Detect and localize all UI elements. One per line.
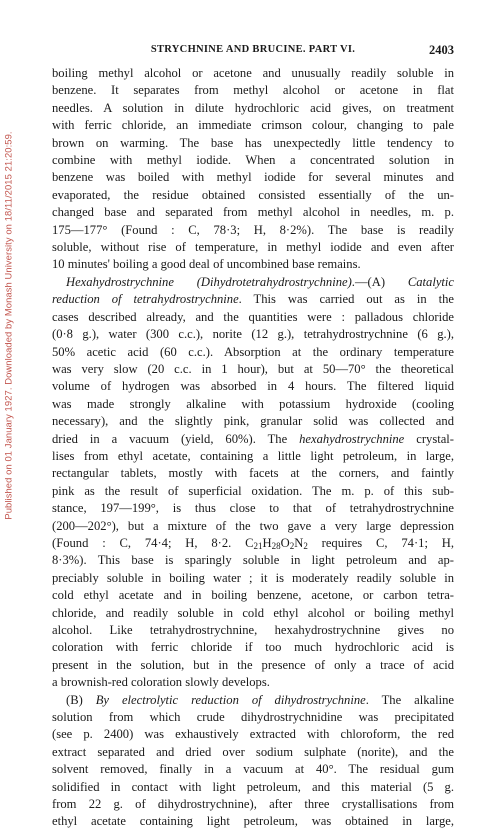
text-segment: with ferric chloride, an immediate crimson colour, changing to pale — [52, 118, 454, 133]
italic-text: hexahydrostrychnine — [299, 431, 405, 446]
text-segment: (see p. 2400) was exhaustively extracted with chloroform, the red — [52, 727, 454, 742]
text-line — [52, 239, 454, 256]
text-line — [52, 291, 454, 308]
text-segment: . This was carried out as in the — [238, 292, 454, 307]
text-segment: dried in a vacuum (yield, 60%). The — [52, 431, 300, 446]
text-segment: ethyl acetate containing light petroleum, was obtained in large, — [52, 814, 454, 829]
text-segment: volume of hydrogen was absorbed in 4 hours. The filtered liquid — [52, 379, 454, 394]
text-segment: present in the solution, but in the presence of only a trace of acid — [52, 657, 454, 672]
text-line — [52, 256, 454, 273]
text-segment: pink as the result of superficial oxidation. The m. p. of this sub- — [52, 483, 454, 498]
text-segment: crystal- — [404, 431, 454, 446]
text-segment: H — [262, 535, 272, 550]
text-line — [52, 796, 454, 813]
text-line — [52, 344, 454, 361]
text-line — [52, 413, 454, 430]
text-line — [52, 779, 454, 796]
text-segment: soluble, without rise of temperature, in methyl iodide and even after — [52, 240, 454, 255]
text-segment: .—(A) — [351, 274, 408, 289]
text-line — [52, 500, 454, 517]
formula-subscript: 21 — [253, 540, 263, 551]
text-segment: stance, 197—199°, is thus close to that of tetrahydrostrychnine — [52, 501, 454, 516]
text-segment: 8·3%). This base is sparingly soluble in light petroleum and ap- — [52, 553, 454, 568]
text-segment: benzene. It separates from methyl alcohol or acetone in flat — [52, 83, 454, 98]
text-segment: a brownish-red coloration slowly develops. — [52, 675, 270, 690]
text-line — [52, 552, 454, 569]
text-segment: (B) — [66, 692, 96, 707]
text-segment: requires C, 74·1; H, — [307, 535, 454, 550]
text-line — [52, 378, 454, 395]
text-line — [52, 622, 454, 639]
text-segment: cases described already, and the quantities were : palladous chloride — [52, 309, 454, 324]
text-line — [52, 309, 454, 326]
text-line — [52, 726, 454, 743]
page-number: 2403 — [429, 43, 454, 57]
text-line — [52, 744, 454, 761]
text-segment: brown on warming. The base has unexpectedly little tendency to — [52, 135, 454, 150]
text-segment: needles. A solution in dilute hydrochloric acid gives, on treatment — [52, 100, 454, 115]
formula-subscript: 2 — [289, 540, 295, 551]
text-segment: evaporated, the residue obtained consisted essentially of the un- — [52, 187, 454, 202]
text-line — [52, 65, 454, 82]
publication-watermark — [2, 70, 14, 580]
text-segment: solution from which crude dihydrostrychnidine was precipitated — [52, 710, 454, 725]
text-segment: 50% acetic acid (60 c.c.). Absorption at the ordinary temperature — [52, 344, 454, 359]
text-segment: extract separated and dried over sodium sulphate (norite), and the — [52, 744, 454, 759]
text-line — [52, 465, 454, 482]
text-segment: rectangular tablets, mostly with facets at the corners, and faintly — [52, 466, 454, 481]
text-segment: alcohol. Like tetrahydrostrychnine, hexahydrostrychnine gives no — [52, 623, 454, 637]
text-segment: solidified in contact with light petroleum, and this material (5 g. — [52, 779, 454, 794]
text-line — [52, 431, 454, 448]
formula-subscript: 2 — [303, 540, 308, 551]
text-segment: N — [294, 535, 304, 550]
text-line — [52, 813, 454, 830]
text-segment: O — [280, 535, 290, 550]
text-segment: (0·8 g.), water (300 c.c.), norite (12 g.), tetrahydrostrychnine (6 g.), — [52, 327, 454, 342]
text-line — [52, 674, 454, 691]
text-line — [52, 82, 454, 99]
italic-text: Catalytic — [407, 274, 454, 289]
text-line — [52, 570, 454, 587]
text-segment: cold ethyl acetate and in boiling benzene, acetone, or carbon tetra- — [52, 588, 454, 603]
text-line — [52, 396, 454, 413]
text-line — [52, 187, 454, 204]
text-segment: solvent removed, finally in a vacuum at 40°. The residual gum — [52, 762, 454, 777]
text-line — [52, 274, 454, 291]
text-segment: (Found : C, 74·4; H, 8·2. C — [52, 535, 254, 550]
running-title: STRYCHNINE AND BRUCINE. PART VI. — [150, 44, 356, 55]
text-line — [52, 639, 454, 656]
text-segment: necessary), and the slightly pink, granular solid was collected and — [52, 414, 454, 429]
text-segment: benzene was boiled with methyl iodide for several minutes and — [52, 170, 454, 185]
text-line — [52, 605, 454, 622]
text-line — [52, 692, 454, 709]
formula-subscript: 28 — [271, 540, 281, 551]
publication-watermark-text: Published on 01 January 1927. Downloaded by Monash University on 18/11/2015 21:20:59. — [2, 130, 14, 520]
text-line — [52, 204, 454, 221]
body-text — [52, 65, 454, 831]
text-segment: was made strongly alkaline with potassium hydroxide (cooling — [52, 396, 454, 411]
text-line — [52, 448, 454, 465]
text-segment: 10 minutes' boiling a good deal of uncombined base remains. — [52, 257, 361, 272]
text-segment: combine with methyl iodide. When a concentrated solution in — [52, 153, 454, 168]
text-line — [52, 657, 454, 674]
text-segment: (200—202°), but a mixture of the two gave a very large depression — [52, 518, 454, 533]
italic-text: Hexahydrostrychnine (Dihydrotetrahydrostrychnine) — [66, 274, 352, 289]
text-segment: changed base and separated from methyl alcohol in needles, m. p. — [52, 205, 454, 220]
text-line — [52, 535, 454, 552]
text-line — [52, 117, 454, 134]
text-segment: lises from ethyl acetate, containing a little light petroleum, in large, — [52, 448, 454, 463]
italic-text: By electrolytic reduction of dihydrostrychnine — [95, 692, 366, 707]
text-segment: from 22 g. of dihydrostrychnine), after three crystallisations from — [52, 797, 454, 812]
text-line — [52, 222, 454, 239]
running-head — [52, 44, 454, 60]
italic-text: reduction of tetrahydrostrychnine — [52, 292, 239, 307]
text-segment: preciably soluble in boiling water ; it is moderately readily soluble in — [52, 570, 454, 585]
text-line — [52, 587, 454, 604]
text-line — [52, 135, 454, 152]
text-segment: . The alkaline — [365, 692, 454, 707]
text-line — [52, 169, 454, 186]
text-line — [52, 326, 454, 343]
text-segment: boiling methyl alcohol or acetone and unusually readily soluble in — [52, 66, 454, 80]
text-line — [52, 361, 454, 378]
text-line — [52, 152, 454, 169]
text-segment: chloride, and readily soluble in cold ethyl alcohol or boiling methyl — [52, 605, 454, 620]
text-line — [52, 709, 454, 726]
text-segment: was very slow (20 c.c. in 1 hour), but at 50—70° the theoretical — [52, 361, 454, 376]
text-line — [52, 483, 454, 500]
text-line — [52, 100, 454, 117]
text-segment: 175—177° (Found : C, 78·3; H, 8·2%). The base is readily — [52, 222, 454, 237]
text-segment: coloration with ferric chloride if too much hydrochloric acid is — [52, 640, 454, 655]
text-line — [52, 761, 454, 778]
text-line — [52, 518, 454, 535]
